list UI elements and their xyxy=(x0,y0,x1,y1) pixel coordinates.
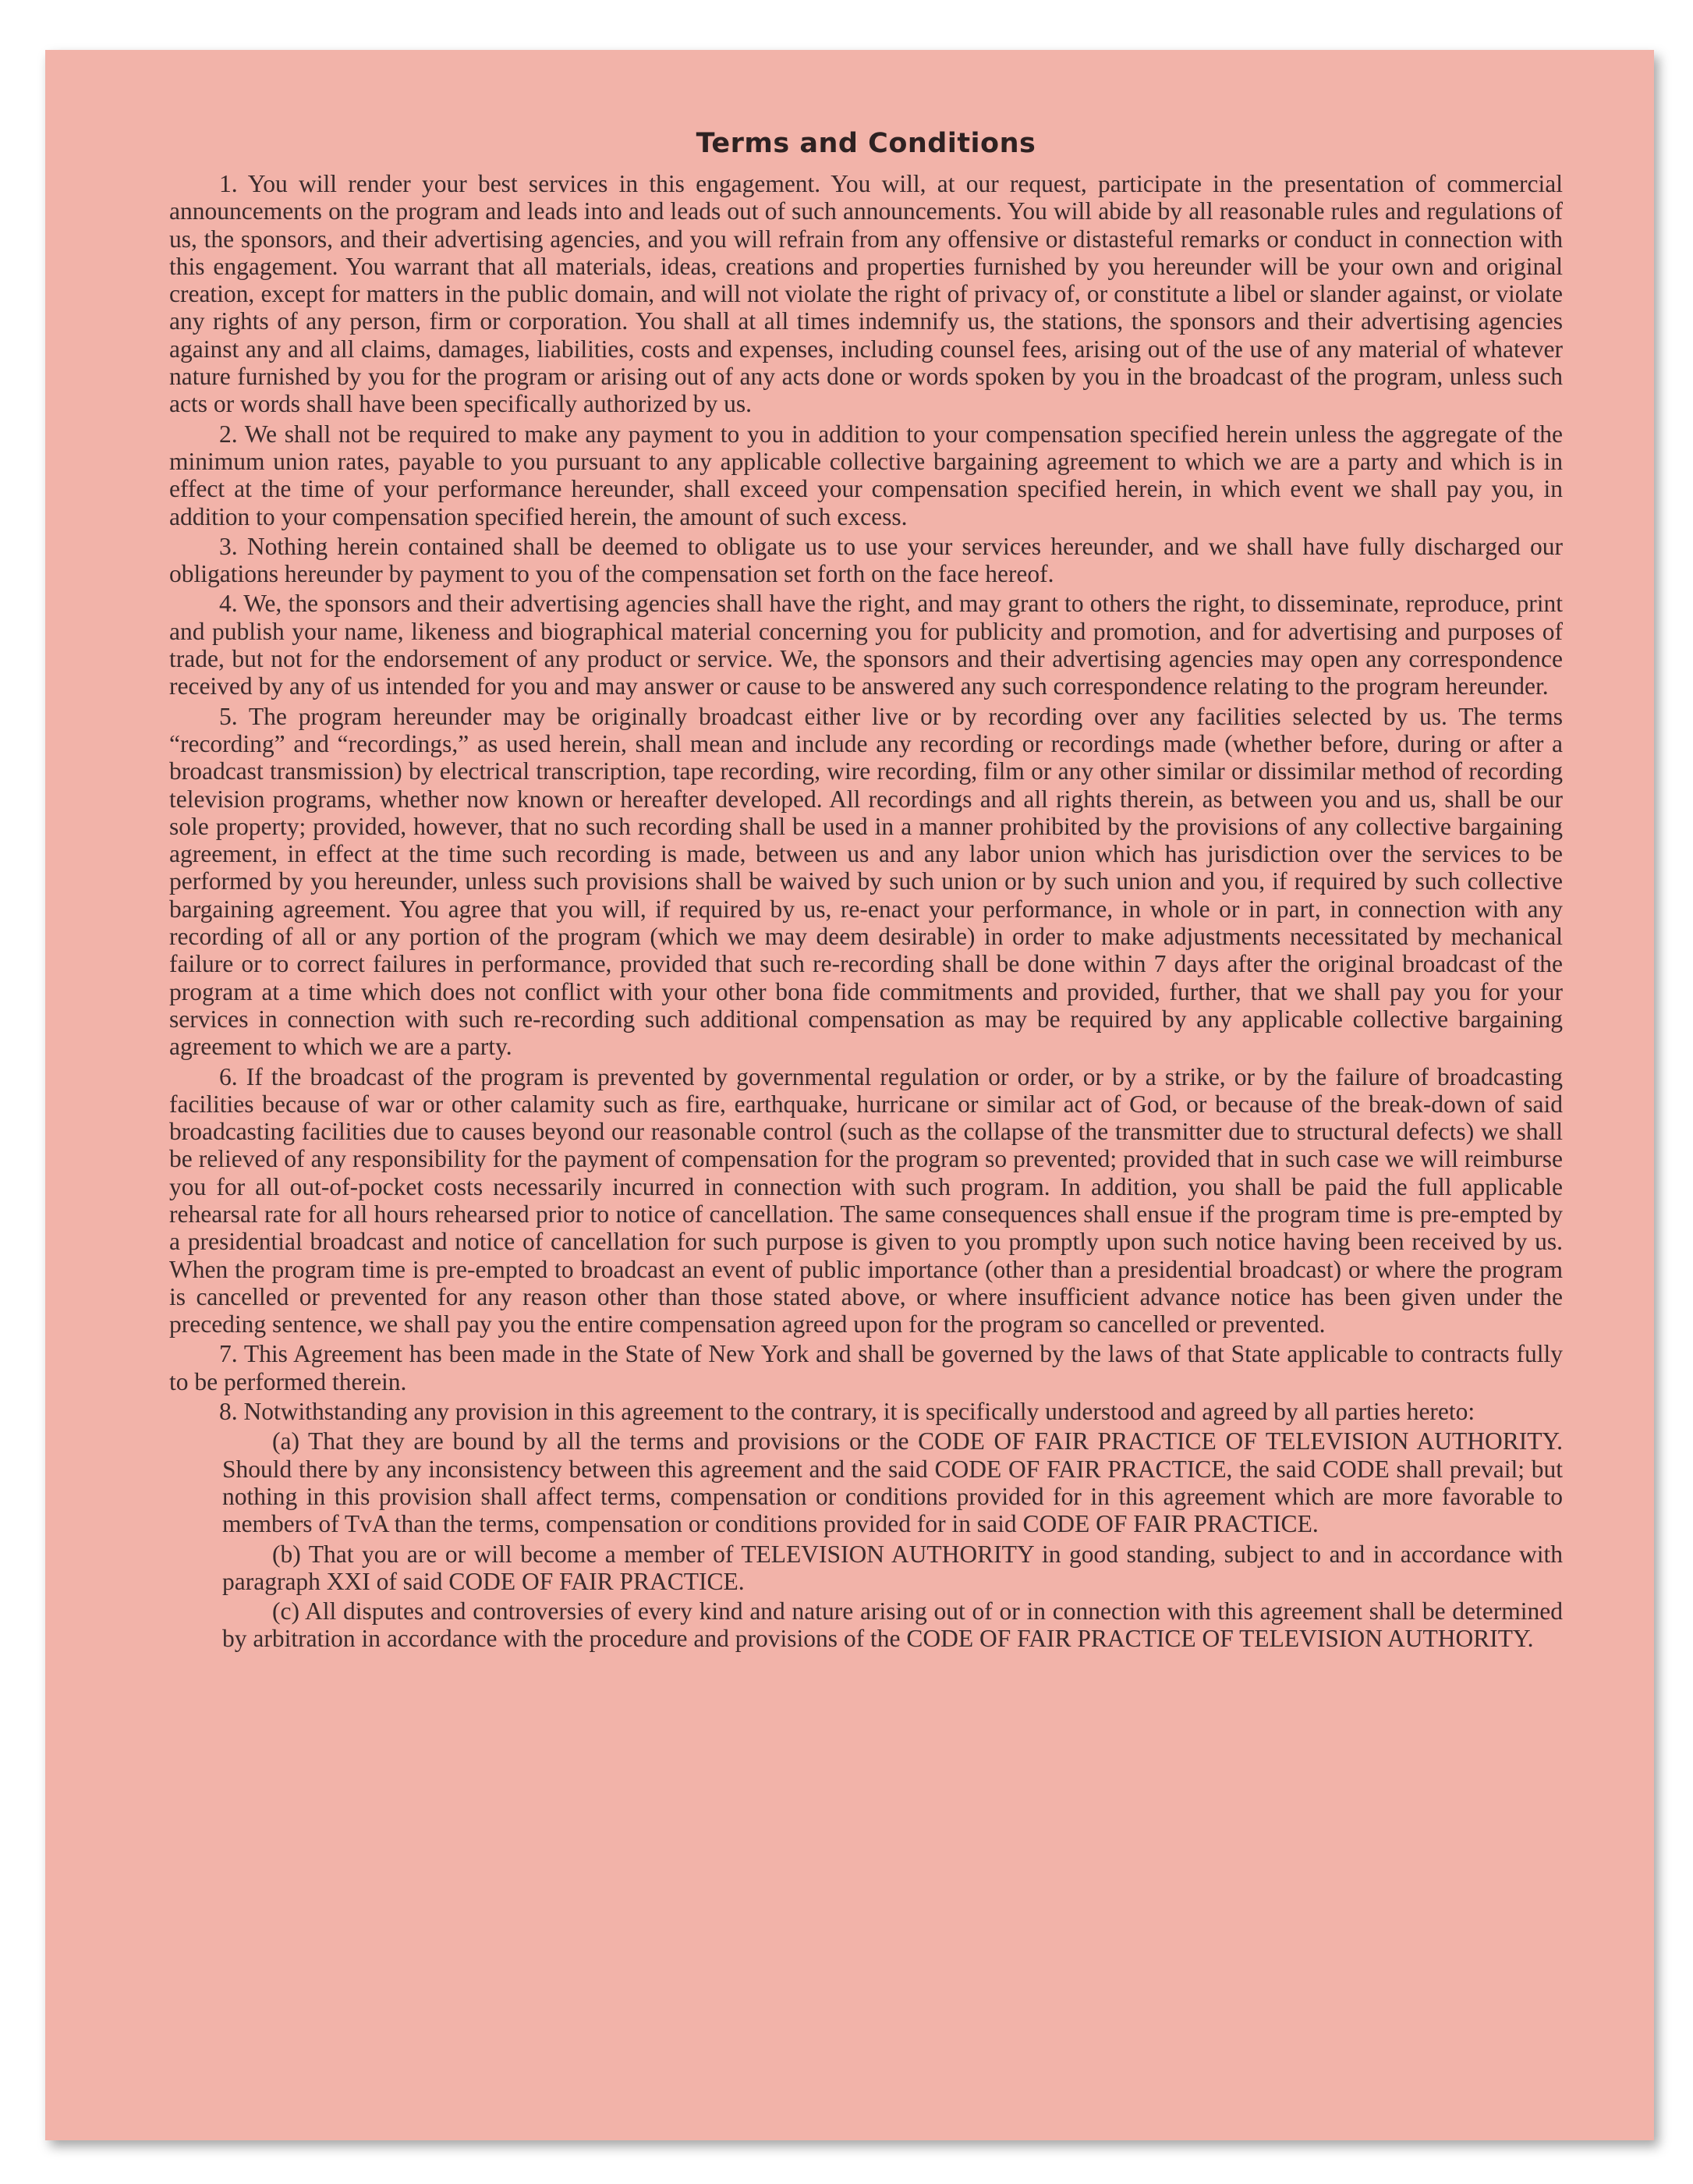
clause-8-a: (a) That they are bound by all the terms and provisions or the CODE OF FAIR PRACTICE OF TELEVISION AUTHORITY. Should there by any inconsistency between this agreement and the said CODE OF FAIR PRACTICE, the said CODE shall prevail; but nothing in this provision shall affect terms, compensation or conditions provided for in this agreement which are more favorable to members of TvA than the terms, compensation or conditions provided for in said CODE OF FAIR PRACTICE. xyxy=(222,1427,1563,1538)
document-title: Terms and Conditions xyxy=(696,128,1036,159)
clause-8: 8. Notwithstanding any provision in this agreement to the contrary, it is specifically understood and agreed by all parties hereto: xyxy=(219,1398,1475,1426)
clause-7: 7. This Agreement has been made in the State of New York and shall be governed by the laws of that State applicable to contracts fully to be performed therein. xyxy=(169,1340,1563,1395)
clause-8-c: (c) All disputes and controversies of every kind and nature arising out of or in connection with this agreement shall be determined by arbitration in accordance with the procedure and provisions of the CODE OF FAIR PRACTICE OF TELEVISION AUTHORITY. xyxy=(222,1597,1563,1653)
document-page xyxy=(45,50,1654,2140)
clause-4: 4. We, the sponsors and their advertising agencies shall have the right, and may grant to others the right, to disseminate, reproduce, print and publish your name, likeness and biographical material concerning you for publicity and promotion, and for advertising and purposes of trade, but not for the endorsement of any product or service. We, the sponsors and their advertising agencies may open any correspondence received by any of us intended for you and may answer or cause to be answered any such correspondence relating to the program hereunder. xyxy=(169,590,1563,700)
clause-2: 2. We shall not be required to make any payment to you in addition to your compensation specified herein unless the aggregate of the minimum union rates, payable to you pursuant to any applicable collective bargaining agreement to which we are a party and which is in effect at the time of your performance hereunder, shall exceed your compensation specified herein, in which event we shall pay you, in addition to your compensation specified herein, the amount of such excess. xyxy=(169,420,1563,530)
clause-6: 6. If the broadcast of the program is prevented by governmental regulation or order, or by a strike, or by the failure of broadcasting facilities because of war or other calamity such as fire, earthquake, hurricane or similar act of God, or because of the break-down of said broadcasting facilities due to causes beyond our reasonable control (such as the collapse of the transmitter due to structural defects) we shall be relieved of any responsibility for the payment of compensation for the program so prevented; provided that in such case we will reimburse you for all out-of-pocket costs necessarily incurred in connection with such program. In addition, you shall be paid the full applicable rehearsal rate for all hours rehearsed prior to notice of cancellation. The same consequences shall ensue if the program time is pre-empted by a presidential broadcast and notice of cancellation for such purpose is given to you promptly upon such notice having been received by us. When the program time is pre-empted to broadcast an event of public importance (other than a presidential broadcast) or where the program is cancelled or prevented for any reason other than those stated above, or where insufficient advance notice has been given under the preceding sentence, we shall pay you the entire compensation agreed upon for the program so cancelled or prevented. xyxy=(169,1062,1563,1338)
clause-3: 3. Nothing herein contained shall be deemed to obligate us to use your services hereunder, and we shall have fully discharged our obligations hereunder by payment to you of the compensation set forth on the face hereof. xyxy=(169,532,1563,588)
clause-5: 5. The program hereunder may be originally broadcast either live or by recording over any facilities selected by us. The terms “recording” and “recordings,” as used herein, shall mean and include any recording or recordings made (whether before, during or after a broadcast transmission) by electrical transcription, tape recording, wire recording, film or any other similar or dissimilar method of recording television programs, whether now known or hereafter developed. All recordings and all rights therein, as between you and us, shall be our sole property; provided, however, that no such recording shall be used in a manner prohibited by the provisions of any collective bargaining agreement, in effect at the time such recording is made, between us and any labor union which has jurisdiction over the services to be performed by you hereunder, unless such provisions shall be waived by such union or by such union and you, if required by such collective bargaining agreement. You agree that you will, if required by us, re-enact your performance, in whole or in part, in connection with any recording of all or any portion of the program (which we may deem desirable) in order to make adjustments necessitated by mechanical failure or to correct failures in performance, provided that such re-recording shall be done within 7 days after the original broadcast of the program at a time which does not conflict with your other bona fide commitments and provided, further, that we shall pay you for your services in connection with such re-recording such additional compensation as may be required by any applicable collective bargaining agreement to which we are a party. xyxy=(169,702,1563,1061)
document-body xyxy=(169,123,1563,1655)
clause-8-b: (b) That you are or will become a member of TELEVISION AUTHORITY in good standing, subject to and in accordance with paragraph XXI of said CODE OF FAIR PRACTICE. xyxy=(222,1540,1563,1595)
clause-1: 1. You will render your best services in this engagement. You will, at our request, participate in the presentation of commercial announcements on the program and leads into and leads out of such announcements. You will abide by all reasonable rules and regulations of us, the sponsors, and their advertising agencies, and you will refrain from any offensive or distasteful remarks or conduct in connection with this engagement. You warrant that all materials, ideas, creations and properties furnished by you hereunder will be your own and original creation, except for matters in the public domain, and will not violate the right of privacy of, or constitute a libel or slander against, or violate any rights of any person, firm or corporation. You shall at all times indemnify us, the stations, the sponsors and their advertising agencies against any and all claims, damages, liabilities, costs and expenses, including counsel fees, arising out of the use of any material of whatever nature furnished by you for the program or arising out of any acts done or words spoken by you in the broadcast of the program, unless such acts or words shall have been specifically authorized by us. xyxy=(169,170,1563,418)
